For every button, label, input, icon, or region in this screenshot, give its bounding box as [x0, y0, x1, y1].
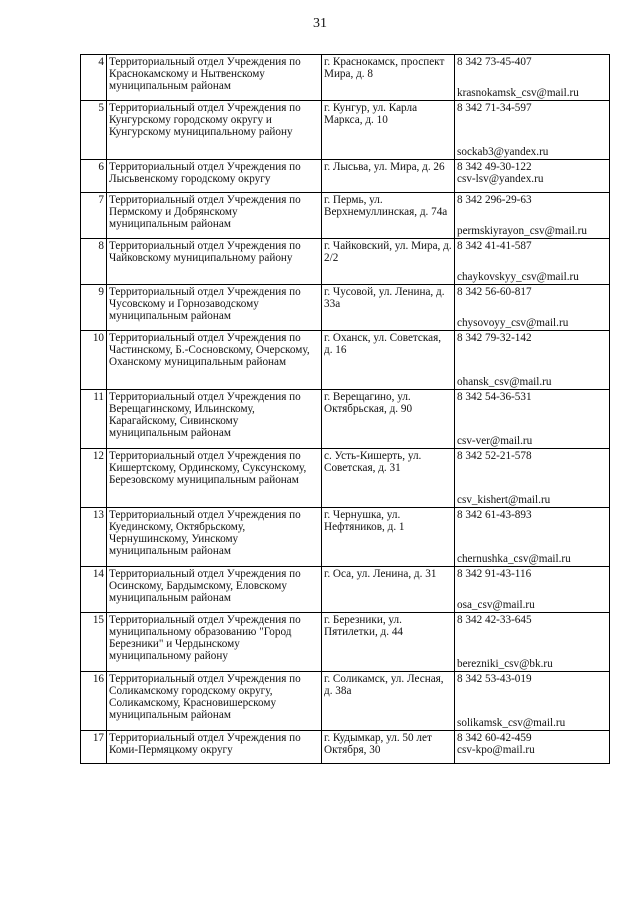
department-contacts [455, 160, 610, 193]
table-row [81, 160, 610, 193]
phone-number: 8 342 41-41-587 [457, 240, 532, 252]
email-address: solikamsk_csv@mail.ru [457, 717, 566, 729]
phone-number: 8 342 60-42-459 [457, 732, 532, 744]
department-name: Территориальный отдел Учреждения по Коми-Пермяцкому округу [107, 731, 322, 764]
phone-number: 8 342 56-60-817 [457, 286, 532, 298]
department-name: Территориальный отдел Учреждения по Чайковскому муниципальному району [107, 239, 322, 285]
department-name: Территориальный отдел Учреждения по Соликамскому городскому округу, Соликамскому, Красновишерскому муниципальным районам [107, 672, 322, 731]
department-address: г. Оханск, ул. Советская, д. 16 [322, 331, 455, 390]
row-number: 8 [81, 239, 107, 285]
department-name: Территориальный отдел Учреждения по Чусовскому и Горнозаводскому муниципальным районам [107, 285, 322, 331]
table-row [81, 285, 610, 331]
row-number: 13 [81, 508, 107, 567]
row-number: 6 [81, 160, 107, 193]
department-contacts [455, 672, 610, 731]
phone-number: 8 342 54-36-531 [457, 391, 532, 403]
phone-number: 8 342 49-30-122 [457, 161, 532, 173]
table-row [81, 101, 610, 160]
department-address: г. Соликамск, ул. Лесная, д. 38а [322, 672, 455, 731]
department-contacts [455, 101, 610, 160]
table-row [81, 390, 610, 449]
email-address: osa_csv@mail.ru [457, 599, 535, 611]
department-name: Территориальный отдел Учреждения по Кунгурскому городскому округу и Кунгурскому муниципальному району [107, 101, 322, 160]
table-row [81, 55, 610, 101]
table-row [81, 239, 610, 285]
department-address: с. Усть-Кишерть, ул. Советская, д. 31 [322, 449, 455, 508]
email-address: chysovoyy_csv@mail.ru [457, 317, 569, 329]
table-row [81, 731, 610, 764]
phone-number: 8 342 91-43-116 [457, 568, 532, 580]
row-number: 7 [81, 193, 107, 239]
row-number: 9 [81, 285, 107, 331]
email-address: chernushka_csv@mail.ru [457, 553, 571, 565]
department-address: г. Оса, ул. Ленина, д. 31 [322, 567, 455, 613]
department-contacts [455, 731, 610, 764]
department-address: г. Чайковский, ул. Мира, д. 2/2 [322, 239, 455, 285]
department-address: г. Кудымкар, ул. 50 лет Октября, 30 [322, 731, 455, 764]
row-number: 17 [81, 731, 107, 764]
row-number: 12 [81, 449, 107, 508]
department-address: г. Краснокамск, проспект Мира, д. 8 [322, 55, 455, 101]
email-address: csv_kishert@mail.ru [457, 494, 551, 506]
department-name: Территориальный отдел Учреждения по Частинскому, Б.-Сосновскому, Очерскому, Оханскому муниципальным районам [107, 331, 322, 390]
phone-number: 8 342 79-32-142 [457, 332, 532, 344]
email-address: permskiyrayon_csv@mail.ru [457, 225, 587, 237]
email-address: csv-ver@mail.ru [457, 435, 533, 447]
department-address: г. Лысьва, ул. Мира, д. 26 [322, 160, 455, 193]
email-address: ohansk_csv@mail.ru [457, 376, 552, 388]
row-number: 5 [81, 101, 107, 160]
table-body [81, 55, 610, 764]
page-number: 31 [313, 16, 327, 31]
phone-number: 8 342 53-43-019 [457, 673, 532, 685]
row-number: 14 [81, 567, 107, 613]
department-address: г. Верещагино, ул. Октябрьская, д. 90 [322, 390, 455, 449]
table-row [81, 193, 610, 239]
email-address: krasnokamsk_csv@mail.ru [457, 87, 579, 99]
department-name: Территориальный отдел Учреждения по Лысьвенскому городскому округу [107, 160, 322, 193]
table-row [81, 567, 610, 613]
departments-table [80, 54, 610, 764]
department-contacts [455, 390, 610, 449]
table-row [81, 672, 610, 731]
department-contacts [455, 449, 610, 508]
department-name: Территориальный отдел Учреждения по Краснокамскому и Нытвенскому муниципальным районам [107, 55, 322, 101]
table-row [81, 508, 610, 567]
department-contacts [455, 55, 610, 101]
department-contacts [455, 613, 610, 672]
row-number: 16 [81, 672, 107, 731]
row-number: 11 [81, 390, 107, 449]
department-contacts [455, 567, 610, 613]
email-address: csv-kpo@mail.ru [457, 744, 535, 756]
department-address: г. Чусовой, ул. Ленина, д. 33а [322, 285, 455, 331]
email-address: sockab3@yandex.ru [457, 146, 549, 158]
row-number: 10 [81, 331, 107, 390]
department-name: Территориальный отдел Учреждения по Осинскому, Бардымскому, Еловскому муниципальным районам [107, 567, 322, 613]
department-contacts [455, 331, 610, 390]
department-name: Территориальный отдел Учреждения по муниципальному образованию "Город Березники" и Чердынскому муниципальному району [107, 613, 322, 672]
department-name: Территориальный отдел Учреждения по Куединскому, Октябрьскому, Чернушинскому, Уинскому муниципальным районам [107, 508, 322, 567]
department-contacts [455, 285, 610, 331]
row-number: 4 [81, 55, 107, 101]
phone-number: 8 342 71-34-597 [457, 102, 532, 114]
phone-number: 8 342 42-33-645 [457, 614, 532, 626]
table-row [81, 613, 610, 672]
department-address: г. Кунгур, ул. Карла Маркса, д. 10 [322, 101, 455, 160]
phone-number: 8 342 296-29-63 [457, 194, 532, 206]
department-name: Территориальный отдел Учреждения по Пермскому и Добрянскому муниципальным районам [107, 193, 322, 239]
department-contacts [455, 508, 610, 567]
phone-number: 8 342 61-43-893 [457, 509, 532, 521]
department-address: г. Березники, ул. Пятилетки, д. 44 [322, 613, 455, 672]
table-row [81, 449, 610, 508]
department-name: Территориальный отдел Учреждения по Верещагинскому, Ильинскому, Карагайскому, Сивинскому муниципальным районам [107, 390, 322, 449]
phone-number: 8 342 52-21-578 [457, 450, 532, 462]
department-address: г. Чернушка, ул. Нефтяников, д. 1 [322, 508, 455, 567]
email-address: berezniki_csv@bk.ru [457, 658, 553, 670]
row-number: 15 [81, 613, 107, 672]
phone-number: 8 342 73-45-407 [457, 56, 532, 68]
department-address: г. Пермь, ул. Верхнемуллинская, д. 74а [322, 193, 455, 239]
department-contacts [455, 193, 610, 239]
department-contacts [455, 239, 610, 285]
table-row [81, 331, 610, 390]
email-address: chaykovskyy_csv@mail.ru [457, 271, 579, 283]
department-name: Территориальный отдел Учреждения по Кишертскому, Ординскому, Суксунскому, Березовскому муниципальным районам [107, 449, 322, 508]
email-address: csv-lsv@yandex.ru [457, 173, 544, 185]
